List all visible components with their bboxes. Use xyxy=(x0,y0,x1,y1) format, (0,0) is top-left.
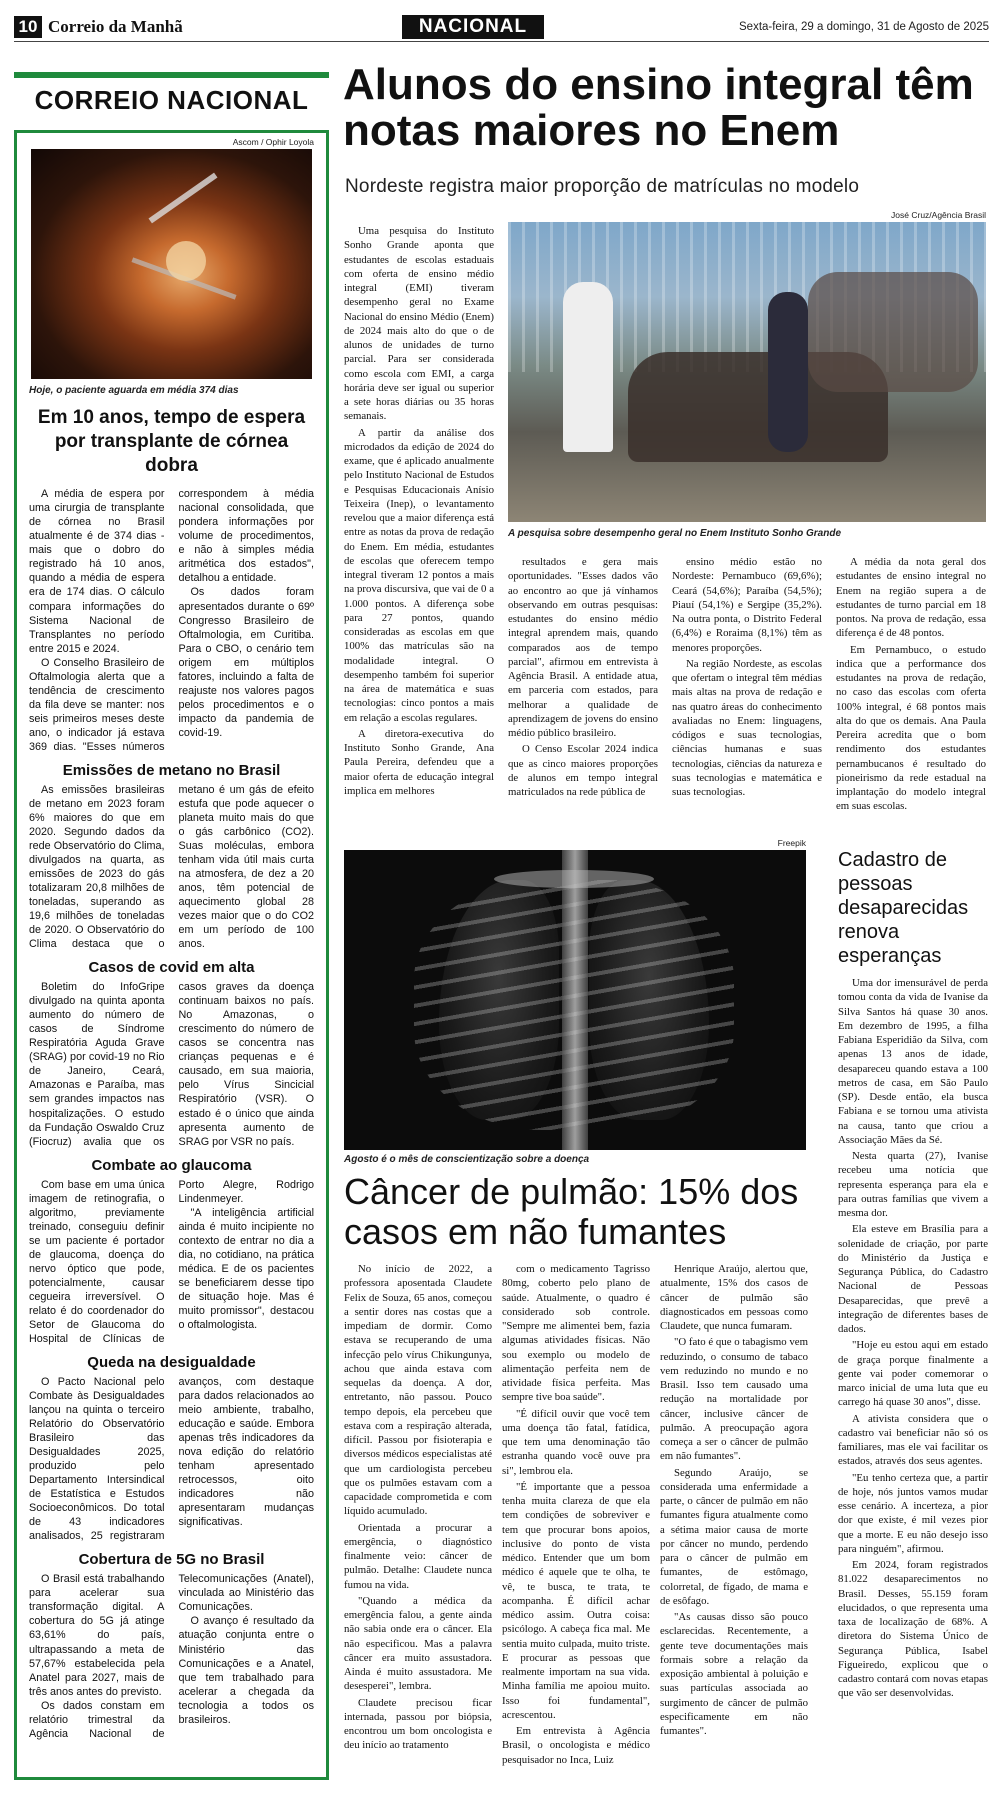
lung-xray-photo xyxy=(344,850,806,1150)
main-subhead: Nordeste registra maior proporção de matrículas no modelo xyxy=(345,176,860,197)
issue-date: Sexta-feira, 29 a domingo, 31 de Agosto de 2025 xyxy=(739,21,989,33)
cancer-col-1: No início de 2022, a professora aposentada Claudete Felix de Souza, 65 anos, começou a sentir dores nas costas que a impediam de dormir. Como estava se recuperando de uma infecção pelo vírus Chikungunya, achou que ainda estava com sequelas da doença. A dor, entretanto, não passou. Pouco tempo depois, ela percebeu que estava com a respiração alterada, difícil. Passou por fisioterapia e diversos médicos especialistas até que um cardiologista percebeu que os pulmões estavam com a capacidade comprometida e com líquido acumulado. Orientada a procurar a emergência, o diagnóstico finalmente veio: câncer de pulmão. Detalhe: Claudete nunca fumou na vida. "Quando a médica da emergência falou, a gente ainda não sabia onde era o câncer. Ela não especificou. Mas a palavra câncer era muito assustadora. Ainda é muito assustadora. Me desesperei", lembra. Claudete precisou ficar internada, passou por biópsia, encontrou um bom oncologista e deu início ao tratamento xyxy=(344,1263,492,1752)
page-header xyxy=(14,14,989,42)
paper-name: Correio da Manhã xyxy=(48,17,183,36)
brief-text-inequality: O Pacto Nacional pelo Combate às Desigualdades lançou na quinta o terceiro Relatório do Observatório Brasileiro das Desigualdades 2025, produzido pelo Departamento Intersindical de Estatística e Estudos Socioeconômicos. Do total de 43 indicadores analisados, 25 registraram avanços, com destaque para dados relacionados ao meio ambiente, trabalho, educação e saúde. Embora apenas três indicadores da nova edição do relatório tenham apresentado retrocessos, oito indicadores não apresentaram mudanças significativas. xyxy=(29,1375,314,1543)
brief-text-covid: Boletim do InfoGripe divulgado na quinta aponta aumento do número de casos de Síndrome Respiratória Aguda Grave (SRAG) por covid-19 no Rio de Janeiro, Ceará, Amazonas e Paraíba, mas sem grandes impactos nas hospitalizações. O estudo da Fundação Oswaldo Cruz (Fiocruz) avalia que os casos graves da doença continuam baixos no país. No Amazonas, o crescimento do número de casos se concentra nas crianças pequenas e é causado, em sua maioria, pelo Vírus Sincicial Respiratório (VSR). O estado é o único que ainda apresenta aumento de SRAG por VSR no país. xyxy=(29,981,314,1148)
main-col-4: A média da nota geral dos estudantes de ensino integral no Enem na região supera a de estudantes de turno parcial em 18 pontos. Na prova de redação, essa diferença é de 48 pontos. Em Pernambuco, o estudo indica que a performance dos estudantes na prova de redação, no caso das escolas com oferta 100% integral, é 68 pontos mais alta do que os demais. Ana Paula Pereira acredita que o bom rendimento dos estudantes pernambucanos é resultado do pioneirismo da rede estadual na implantação do modelo integral em suas escolas. xyxy=(836,556,986,813)
students-photo xyxy=(508,222,986,522)
sidebar-title: CORREIO NACIONAL xyxy=(34,85,309,115)
sidebar-box xyxy=(14,130,329,1780)
main-col-3: ensino médio estão no Nordeste: Pernambuco (69,6%); Ceará (54,6%); Paraíba (54,5%); Piauí (54,1%) e Sergipe (35,2%). Na outra ponta, o Distrito Federal (6,4%) e Roraima (8,1%) têm as menores proporções. Na região Nordeste, as escolas que ofertam o integral têm médias mais altas na prova de redação e nas quatro áreas do conhecimento avaliadas no Enem: linguagens, códigos e suas tecnologias, ciências humanas e suas tecnologias, ciências da natureza e suas tecnologias e matemática e suas tecnologias. xyxy=(672,556,822,798)
brief-headline-glaucoma: Combate ao glaucoma xyxy=(91,1156,252,1174)
cancer-col-3: Henrique Araújo, alertou que, atualmente, 15% dos casos de câncer de pulmão são diagnosticados em pessoas como Claudete, que nunca fumaram. "O fato é que o tabagismo vem reduzindo, o consumo de tabaco vem reduzindo no mundo e no Brasil. Isso tem causado uma redução na mortalidade por câncer, inclusive câncer de pulmão. A preocupação agora começa a ser o câncer de pulmão em não fumantes". Segundo Araújo, se considerada uma enfermidade a parte, o câncer de pulmão em não fumantes figura atualmente como a sétima maior causa de morte por câncer no mundo, perdendo para o câncer de pulmão em fumantes, de estômago, colorretal, de fígado, de mama e de esôfago. "As causas disso são pouco esclarecidas. Recentemente, a gente teve documentações mais formais sobre a relação da exposição ambiental à poluição e suas partículas associada ao surgimento de câncer de pulmão especificamente em não fumantes". xyxy=(660,1263,808,1737)
brief-text-methane: As emissões brasileiras de metano em 2023 foram 6% maiores do que em 2020. Segundo dados da rede Observatório do Clima, divulgados na quarta, as emissões de 2023 do gás totalizaram 20,8 milhões de toneladas, superando as 19,6 milhões de toneladas de 2020. O Observatório do Clima destaca que o metano é um gás de efeito estufa que pode aquecer o planeta muito mais do que o gás carbônico (CO2). Suas moléculas, embora tenham vida útil mais curta na atmosfera, de dez a 20 anos, têm potencial de aquecimento global 28 vezes maior que o do CO2 em um período de 100 anos. xyxy=(29,783,314,951)
sidebar-photo-credit: Ascom / Ophir Loyola xyxy=(232,137,314,147)
main-photo-credit: José Cruz/Agência Brasil xyxy=(891,210,986,220)
brief-text-glaucoma: Com base em uma única imagem de retinografia, o algoritmo, previamente treinado, conseguiu definir se um paciente é portador de glaucoma, doença do nervo óptico que pode, potencialmente, causar cegueira irreversível. O relato é do coordenador do Setor de Glaucoma do Hospital de Clínicas de Porto Alegre, Rodrigo Lindenmeyer. "A inteligência artificial ainda é muito incipiente no contexto de entrar no dia a dia, no cotidiano, na prática médica. E de os pacientes se beneficiarem desse tipo de situação hoje. Mas é muito promissor", destacou o oftalmologista. xyxy=(29,1178,314,1345)
brief-headline-5g: Cobertura de 5G no Brasil xyxy=(78,1551,265,1569)
brief-headline-methane: Emissões de metano no Brasil xyxy=(62,761,281,779)
sidebar-lead-text: A média de espera por uma cirurgia de transplante de córnea no Brasil atualmente é de 374 dias - mais que o dobro do registrado há 10 anos, quando a média de espera era de 174 dias. O cálculo compara informações do Sistema Nacional de Transplantes no período entre 2015 e 2024. O Conselho Brasileiro de Oftalmologia alerta que a tendência de crescimento da fila deve se manter: nos seis primeiros meses deste ano, o indicador já estava 369 dias. "Esses números correspondem à média nacional consolidada, que pondera informações por volume de procedimentos, e não à simples média aritmética dos estados", detalhou a entidade. Os dados foram apresentados durante o 69º Congresso Brasileiro de Oftalmologia, em Curitiba. Para o CBO, o cenário tem origem em múltiplos fatores, incluindo a falta de reajuste nos valores pagos pelos procedimentos e o impacto da pandemia de covid-19. xyxy=(29,488,314,753)
sidebar-lead-headline: Em 10 anos, tempo de espera por transplante de córnea dobra xyxy=(37,407,306,476)
brief-text-5g: O Brasil está trabalhando para acelerar sua transformação digital. A cobertura do 5G já atinge 63,61% do país, ultrapassando a meta de 57,67% estabelecida pela Anatel para 2027, mais de três anos antes do previsto. Os dados constam em relatório trimestral da Agência Nacional de Telecomunicações (Anatel), vinculada ao Ministério das Comunicações. O avanço é resultado da atuação conjunta entre o Ministério das Comunicações e a Anatel, que tem trabalhado para acelerar a chegada da tecnologia a todos os brasileiros. xyxy=(29,1573,314,1740)
brief-headline-covid: Casos de covid em alta xyxy=(88,959,255,977)
sidebar-top-rule xyxy=(14,72,329,78)
side-headline: Cadastro de pessoas desaparecidas renova esperanças xyxy=(838,849,969,967)
cornea-surgery-photo xyxy=(31,149,312,379)
page-number: 10 xyxy=(14,16,42,38)
brief-headline-inequality: Queda na desigualdade xyxy=(87,1353,256,1371)
side-story-text: Uma dor imensurável de perda tomou conta da vida de Ivanise da Silva Santos há quase 30 anos. Em dezembro de 1995, a filha Fabiana Esperidião da Silva, com apenas 13 anos de idade, desapareceu quando estava a 100 metros de casa, em São Paulo (SP). Desde então, ela busca Fabiana e se tornou uma ativista na causa, tanto que criou a Associação Mães da Sé. Nesta quarta (27), Ivanise recebeu uma notícia que representa esperança para ela e para outras famílias que vivem a mesma dor. Ela esteve em Brasília para a solenidade de criação, por parte do Ministério da Justiça e Segurança Pública, do Cadastro Nacional de Pessoas Desaparecidas, que prevê a integração de diferentes bases de dados. "Hoje eu estou aqui em estado de graça porque finalmente a gente vai poder comemorar o marco inicial de uma luta que eu carrego há quase 30 anos", disse. A ativista considera que o cadastro vai beneficiar não só os familiares, mas ele vai facilitar os estados, através dos seus agentes. "Eu tenho certeza que, a partir de hoje, nós juntos vamos mudar esse cenário. A incerteza, a pior dor que existe, é mil vezes pior que a morte. E eu não desejo isso para ninguém", afirmou. Em 2024, foram registrados 81.022 desaparecimentos no Brasil. Desses, 55.159 foram elucidados, o que representa uma taxa de localização de 68%. A diretora do Sistema Único de Segurança Pública, Isabel Figueiredo, explicou que o cadastro contará com novas etapas que vão ser desenvolvidas. xyxy=(838,977,988,1700)
section-label: NACIONAL xyxy=(402,15,544,39)
main-photo-caption: A pesquisa sobre desempenho geral no Enem Instituto Sonho Grande xyxy=(508,528,842,539)
main-col-2: resultados e gera mais oportunidades. "Esses dados vão ao encontro ao que já vínhamos observando em outras pesquisas: estudantes do ensino médio integral aprendem mais, quando comparados aos de tempo parcial", afirmou em entrevista à Agência Brasil. A entidade atua, em parceria com estados, para melhorar a qualidade de aprendizagem de jovens do ensino médio público brasileiro. O Censo Escolar 2024 indica que as cinco maiores proporções de alunos em tempo integral matriculados na rede pública de xyxy=(508,556,658,798)
sidebar-photo-caption: Hoje, o paciente aguarda em média 374 dias xyxy=(29,385,239,396)
cancer-col-2: com o medicamento Tagrisso 80mg, coberto pelo plano de saúde. Atualmente, o quadro é considerado sob controle. "Sempre me alimentei bem, fazia algumas atividades físicas. Não sou exemplo ou modelo de alimentação perfeita nem de atividade física perfeita. Mas sempre tive boa saúde". "É difícil ouvir que você tem uma doença tão fatal, fatídica, que tem uma denominação tão estranha quando você ouve pra si", lembrou ela. "É importante que a pessoa tenha muita clareza de que ela tem condições de sobreviver e tem que procurar bons apoios, inclusive do ponto de vista médico. Entender que um bom médico é aquele que te olha, te vê, te busca, te trata, te acompanha. É difícil achar médico assim. Outra coisa: psicólogo. A cabeça fica mal. Me sentia muito culpada, muito triste. E procurar as pessoas que realmente importam na sua vida. Minha família me apoiou muito. Isso foi fundamental", acrescentou. Em entrevista à Agência Brasil, o oncologista e médico pesquisador no Inca, Luiz xyxy=(502,1263,650,1766)
cancer-headline: Câncer de pulmão: 15% dos casos em não fumantes xyxy=(344,1171,799,1253)
xray-photo-credit: Freepik xyxy=(777,838,806,848)
main-headline: Alunos do ensino integral têm notas maiores no Enem xyxy=(343,60,974,156)
main-col-1: Uma pesquisa do Instituto Sonho Grande aponta que estudantes de escolas estaduais com oferta de ensino médio integral (EMI) tiveram desempenho geral no Exame Nacional do ensino Médio (Enem) de 2024 mais alto do que o de alunos de unidades de turno parcial. Para ser considerada como escola com EMI, a carga horária deve ser igual ou superior a sete horas diárias ou 35 horas semanais. A partir da análise dos microdados da edição de 2024 do exame, que é aplicado anualmente pelo Instituto Nacional de Estudos e Pesquisas Educacionais Anísio Teixeira (Inep), o levantamento revelou que a maior diferença está entre as notas da prova de redação do Enem. Em média, estudantes de escolas que oferecem tempo integral tiveram 12 pontos a mais na prova discursiva, que vai de 0 a 1.000 pontos. A diferença sobe para 27 pontos, quando consideradas as escolas em que 100% das matrículas são na modalidade integral. O desempenho também foi superior na área de matemática e suas tecnologias: cinco pontos a mais em relação a escolas regulares. A diretora-executiva do Instituto Sonho Grande, Ana Paula Pereira, defendeu que a maior oferta de educação integral implica em melhores xyxy=(344,225,494,797)
xray-photo-caption: Agosto é o mês de conscientização sobre a doença xyxy=(344,1154,590,1165)
